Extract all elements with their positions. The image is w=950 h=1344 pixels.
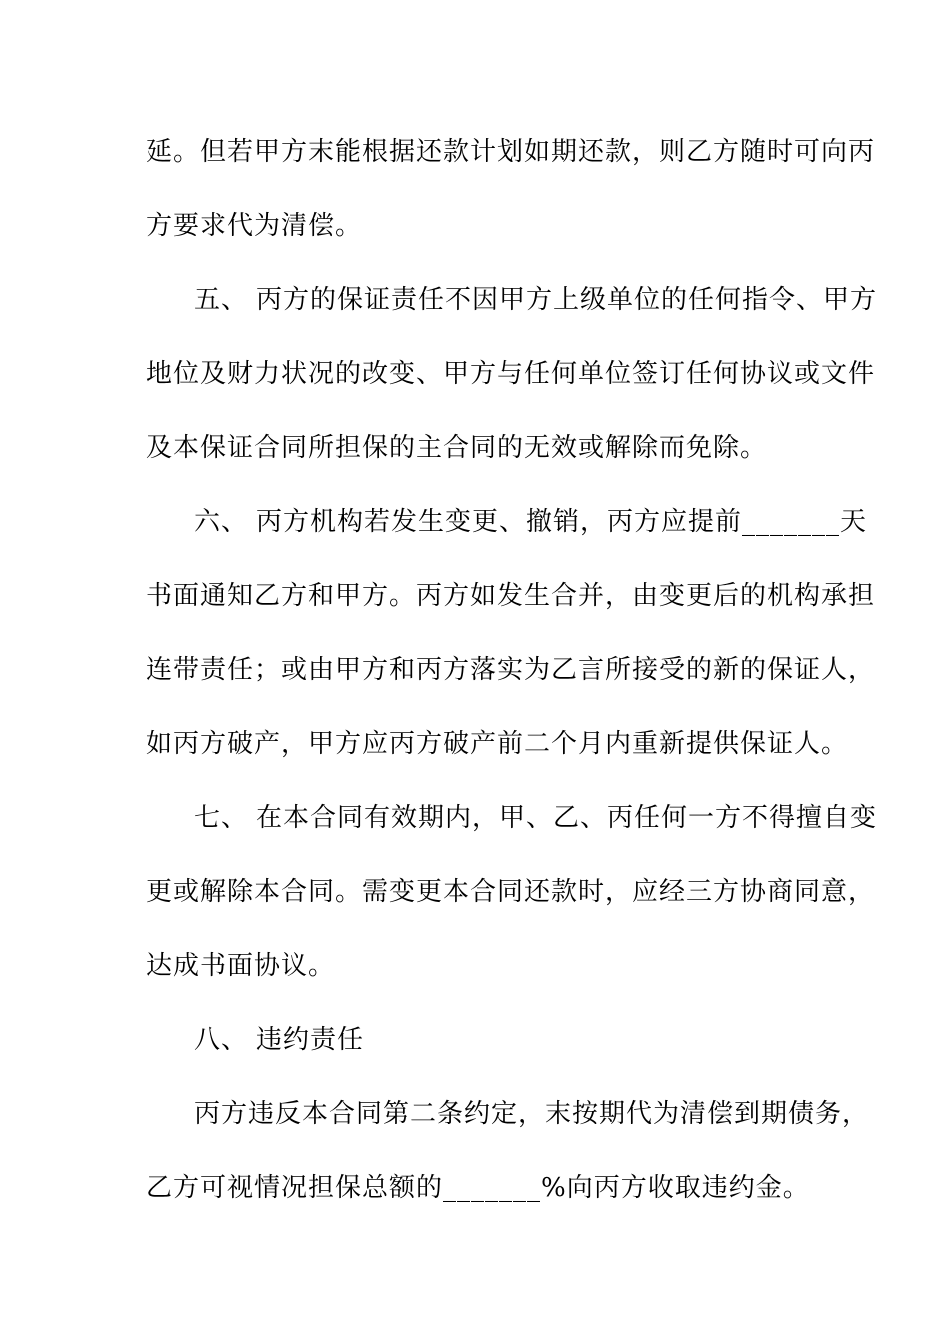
line-text: 丙方违反本合同第二条约定，末按期代为清偿到期债务， [194, 1099, 870, 1129]
paragraph-line [146, 572, 876, 646]
line-text: 延。但若甲方末能根据还款计划如期还款，则乙方随时可向丙 [146, 137, 876, 167]
clause-number: 七、 [194, 803, 249, 833]
clause-five-line [146, 276, 878, 350]
paragraph-line [146, 1164, 810, 1238]
line-text: 在本合同有效期内，甲、乙、丙任何一方不得擅自变 [256, 803, 878, 833]
line-text: 达成书面协议。 [146, 951, 336, 981]
line-text: 连带责任；或由甲方和丙方落实为乙言所接受的新的保证人， [146, 655, 876, 685]
line-text: 更或解除本合同。需变更本合同还款时，应经三方协商同意， [146, 877, 876, 907]
paragraph-line [146, 350, 876, 424]
clause-six-line [146, 498, 868, 572]
paragraph-line [146, 1090, 870, 1164]
clause-number: 五、 [194, 285, 249, 315]
line-text: 地位及财力状况的改变、甲方与任何单位签订任何协议或文件 [146, 359, 876, 389]
clause-eight-heading [146, 1016, 810, 1090]
line-text: 方要求代为清偿。 [146, 211, 363, 241]
clause-seven-line [146, 794, 878, 868]
line-text: 违约责任 [256, 1025, 365, 1055]
paragraph-line [146, 202, 810, 276]
paragraph-line [146, 128, 876, 202]
line-text: 及本保证合同所担保的主合同的无效或解除而免除。 [146, 433, 768, 463]
line-text: 书面通知乙方和甲方。丙方如发生合并，由变更后的机构承担 [146, 581, 876, 611]
paragraph-line [146, 720, 849, 794]
clause-number: 八、 [194, 1025, 249, 1055]
paragraph-line [146, 942, 810, 1016]
clause-number: 六、 [194, 507, 249, 537]
document-page [146, 128, 878, 1238]
paragraph-line [146, 646, 876, 720]
line-text: 乙方可视情况担保总额的_______%向丙方收取违约金。 [146, 1173, 810, 1203]
line-text: 如丙方破产，甲方应丙方破产前二个月内重新提供保证人。 [146, 729, 849, 759]
line-text: 丙方的保证责任不因甲方上级单位的任何指令、甲方 [256, 285, 878, 315]
line-text: 丙方机构若发生变更、撤销，丙方应提前_______天 [256, 507, 868, 537]
paragraph-line [146, 424, 810, 498]
paragraph-line [146, 868, 876, 942]
